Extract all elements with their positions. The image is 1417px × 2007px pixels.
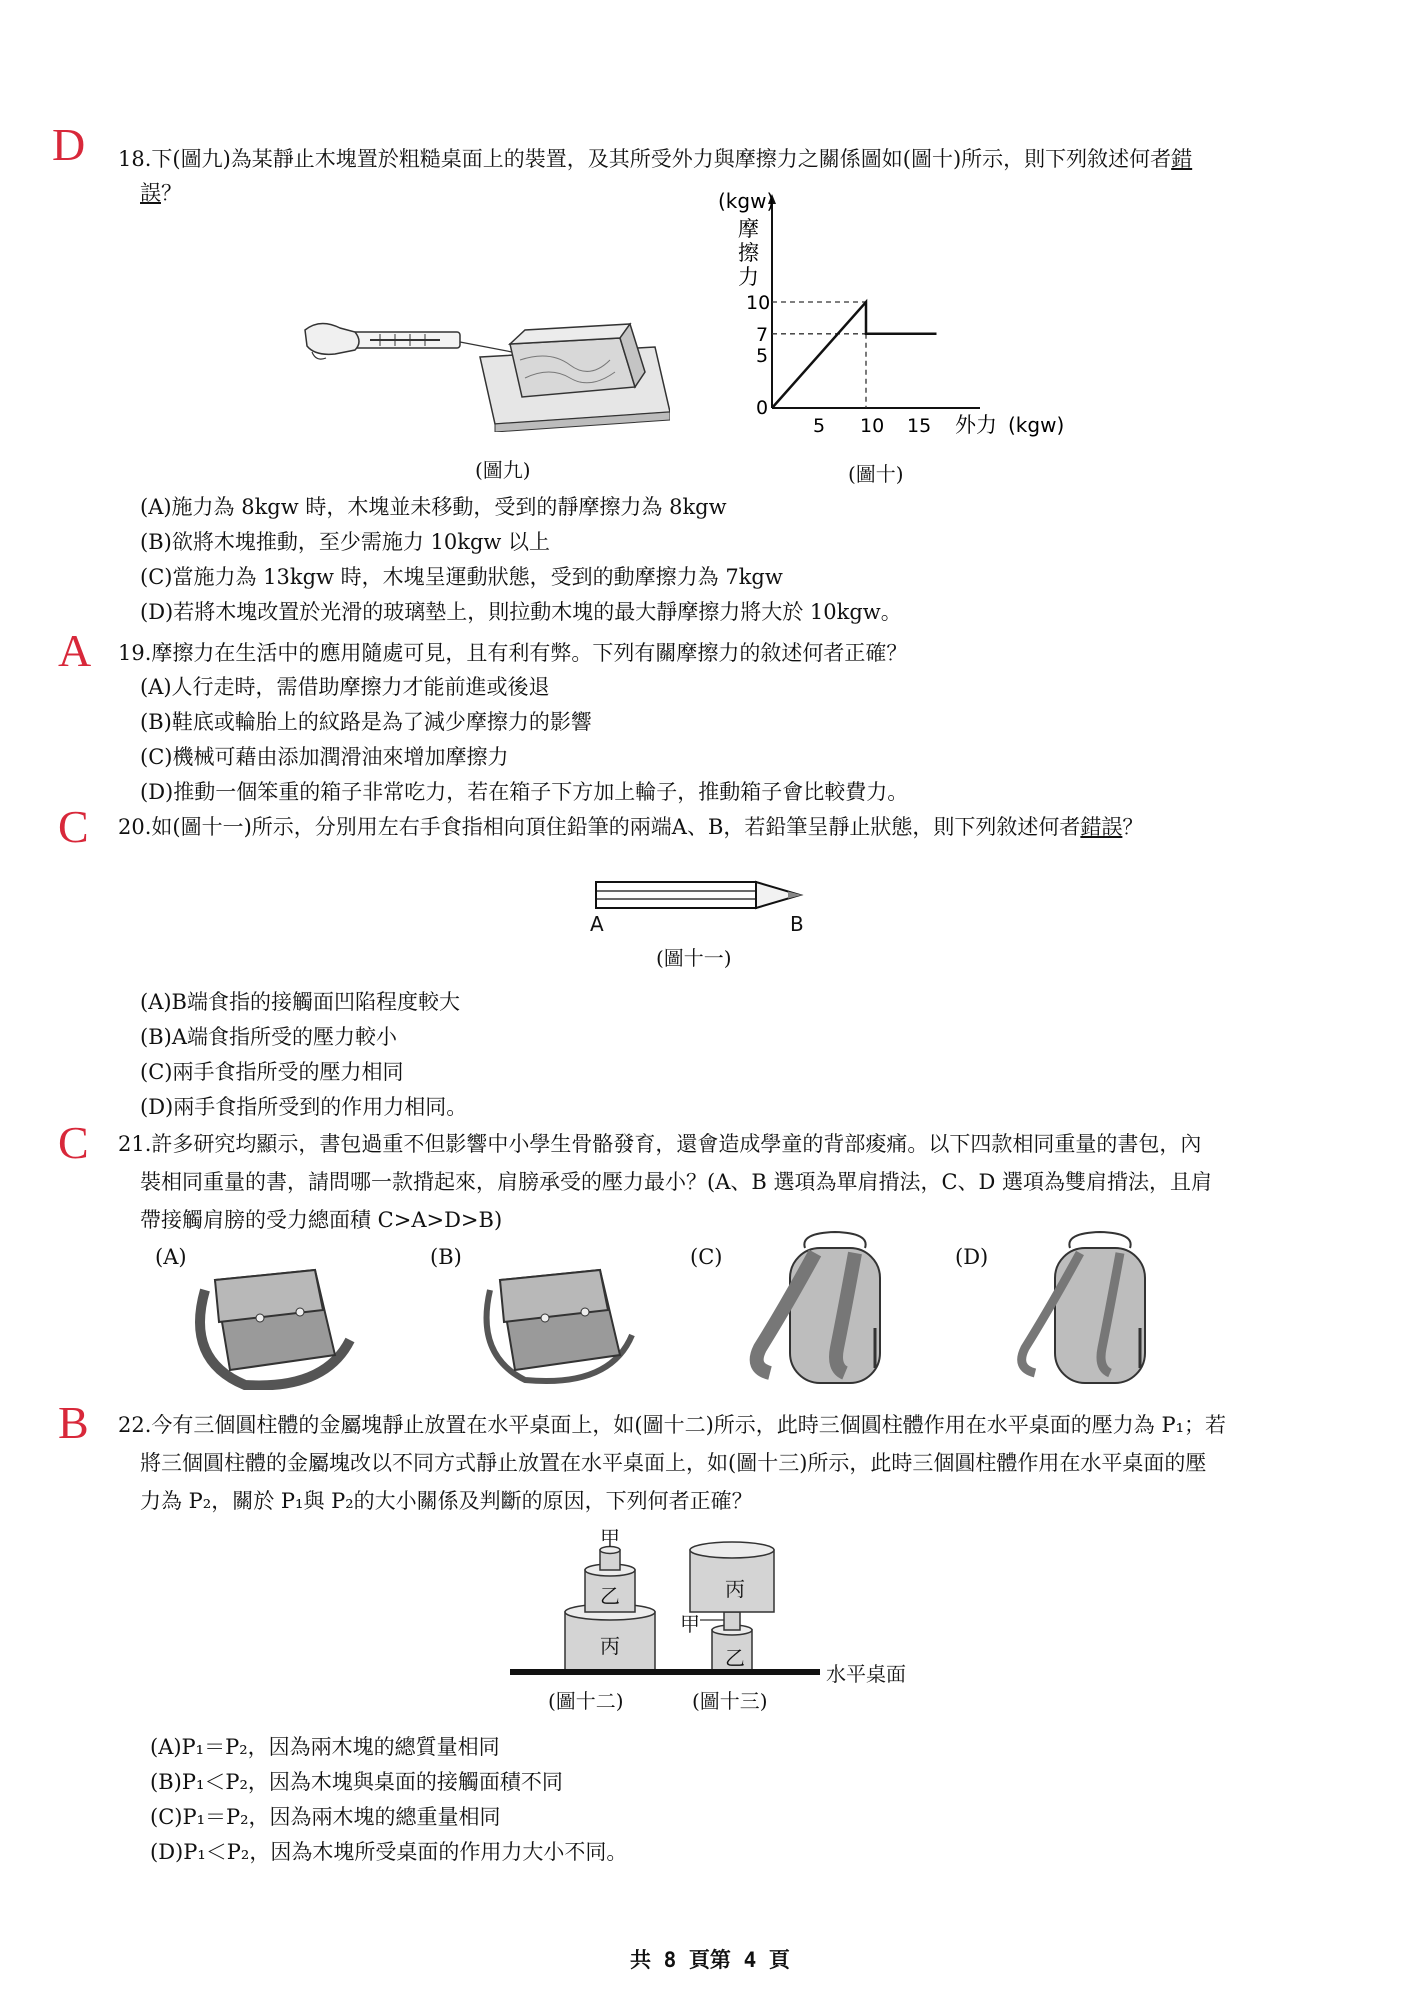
answer-mark-22: B	[58, 1397, 89, 1448]
fig12-label-jia: 甲	[600, 1526, 620, 1550]
y-axis-label-1: 摩	[738, 217, 759, 241]
option-22-c: (C)P₁＝P₂，因為兩木塊的總重量相同	[150, 1805, 501, 1829]
figure-10-chart	[690, 190, 1090, 440]
question-20-text-a: 20.如(圖十一)所示，分別用左右手食指相向頂住鉛筆的兩端A、B，若鉛筆呈靜止狀態，則下列敘述何者	[118, 815, 1081, 839]
question-21-line2: 裝相同重量的書，請問哪一款揹起來，肩膀承受的壓力最小？(A、B 選項為單肩揹法，C、D 選項為雙肩揹法，且肩	[140, 1170, 1213, 1194]
y-tick-label: 5	[756, 345, 769, 367]
option-22-a: (A)P₁＝P₂，因為兩木塊的總質量相同	[150, 1735, 500, 1759]
answer-mark-18: D	[52, 119, 86, 170]
x-tick-label: 5	[813, 415, 826, 437]
question-18-underline-a: 錯	[1171, 147, 1193, 171]
option-20-d: (D)兩手食指所受到的作用力相同。	[140, 1095, 468, 1119]
fig12-label-bing: 丙	[600, 1634, 620, 1658]
option-22-b: (B)P₁＜P₂，因為木塊與桌面的接觸面積不同	[150, 1770, 563, 1794]
x-axis-label: 外力	[955, 413, 997, 437]
question-18-underline-b: 誤	[140, 181, 161, 205]
fig13-label-jia: 甲	[680, 1612, 700, 1636]
x-tick-label: 15	[907, 415, 932, 437]
option-19-c: (C)機械可藉由添加潤滑油來增加摩擦力	[140, 745, 509, 769]
option-20-a: (A)B端食指的接觸面凹陷程度較大	[140, 990, 460, 1014]
option-18-c: (C)當施力為 13kgw 時，木塊呈運動狀態，受到的動摩擦力為 7kgw	[140, 565, 783, 589]
question-19-text: 19.摩擦力在生活中的應用隨處可見，且有利有弊。下列有關摩擦力的敘述何者正確？	[118, 641, 908, 665]
figure-9-block-apparatus	[300, 312, 670, 432]
option-18-d: (D)若將木塊改置於光滑的玻璃墊上，則拉動木塊的最大靜摩擦力將大於 10kgw。	[140, 600, 902, 624]
x-tick-label: 0	[756, 397, 769, 419]
option-19-d: (D)推動一個笨重的箱子非常吃力，若在箱子下方加上輪子，推動箱子會比較費力。	[140, 780, 909, 804]
y-axis-label-2: 擦	[738, 241, 759, 265]
figure-13-caption: (圖十三)	[692, 1689, 768, 1713]
option-20-b: (B)A端食指所受的壓力較小	[140, 1025, 397, 1049]
choice-21-d-label: (D)	[955, 1245, 989, 1269]
question-22-line1: 22.今有三個圓柱體的金屬塊靜止放置在水平桌面上，如(圖十二)所示，此時三個圓柱體作用在水平桌面的壓力為 P₁；若	[118, 1413, 1227, 1437]
figure-12-13-cylinders	[510, 1520, 830, 1680]
figure-9-caption: (圖九)	[475, 458, 531, 482]
fig13-label-yi: 乙	[725, 1646, 745, 1670]
x-tick-label: 10	[860, 415, 885, 437]
pencil-label-a: A	[590, 912, 604, 936]
question-20-text	[118, 808, 1143, 846]
question-18-line1	[118, 140, 1192, 178]
option-18-a: (A)施力為 8kgw 時，木塊並未移動，受到的靜摩擦力為 8kgw	[140, 495, 727, 519]
figure-12-caption: (圖十二)	[548, 1689, 624, 1713]
option-19-b: (B)鞋底或輪胎上的紋路是為了減少摩擦力的影響	[140, 710, 592, 734]
question-18-mark: ？	[161, 181, 182, 205]
question-18-line2	[140, 174, 182, 212]
page-footer: 共 8 頁第 4 頁	[630, 1948, 790, 1972]
y-unit-label: (kgw)	[718, 190, 775, 213]
y-tick-label: 10	[746, 292, 771, 314]
x-unit-label: (kgw)	[1008, 413, 1065, 437]
y-axis-label-3: 力	[738, 265, 759, 289]
pencil-label-b: B	[790, 912, 804, 936]
option-22-d: (D)P₁＜P₂，因為木塊所受桌面的作用力大小不同。	[150, 1840, 628, 1864]
series-line	[772, 302, 937, 408]
y-tick-label: 7	[756, 323, 769, 346]
choice-21-b-label: (B)	[430, 1245, 462, 1269]
backpack-d-image	[1010, 1228, 1170, 1398]
question-22-line2: 將三個圓柱體的金屬塊改以不同方式靜止放置在水平桌面上，如(圖十三)所示，此時三個圓柱體作用在水平桌面的壓	[140, 1451, 1207, 1475]
shoulder-bag-a-image	[185, 1260, 360, 1390]
table-label: 水平桌面	[826, 1662, 906, 1686]
choice-21-c-label: (C)	[690, 1245, 723, 1269]
option-18-b: (B)欲將木塊推動，至少需施力 10kgw 以上	[140, 530, 551, 554]
choice-21-a-label: (A)	[155, 1245, 187, 1269]
figure-11-pencil	[590, 872, 820, 922]
figure-11-caption: (圖十一)	[656, 946, 732, 970]
fig12-label-yi: 乙	[600, 1584, 620, 1608]
figure-10-caption: (圖十)	[848, 462, 904, 486]
question-20-mark: ？	[1122, 815, 1144, 839]
question-21-line1: 21.許多研究均顯示，書包過重不但影響中小學生骨骼發育，還會造成學童的背部痠痛。以下四款相同重量的書包，內	[118, 1132, 1202, 1156]
question-22-line3: 力為 P₂，關於 P₁與 P₂的大小關係及判斷的原因，下列何者正確？	[140, 1489, 753, 1513]
answer-mark-19: A	[58, 625, 92, 676]
question-21-line3: 帶接觸肩膀的受力總面積 C>A>D>B)	[140, 1208, 503, 1232]
option-19-a: (A)人行走時，需借助摩擦力才能前進或後退	[140, 675, 550, 699]
backpack-c-image	[745, 1228, 905, 1398]
question-18-text: 18.下(圖九)為某靜止木塊置於粗糙桌面上的裝置，及其所受外力與摩擦力之關係圖如(圖十)所示，則下列敘述何者	[118, 147, 1172, 171]
answer-mark-21: C	[58, 1117, 89, 1168]
answer-mark-20: C	[58, 801, 89, 852]
shoulder-bag-b-image	[470, 1260, 645, 1390]
fig13-label-bing: 丙	[725, 1577, 745, 1601]
question-20-underline: 錯誤	[1080, 815, 1123, 839]
option-20-c: (C)兩手食指所受的壓力相同	[140, 1060, 404, 1084]
